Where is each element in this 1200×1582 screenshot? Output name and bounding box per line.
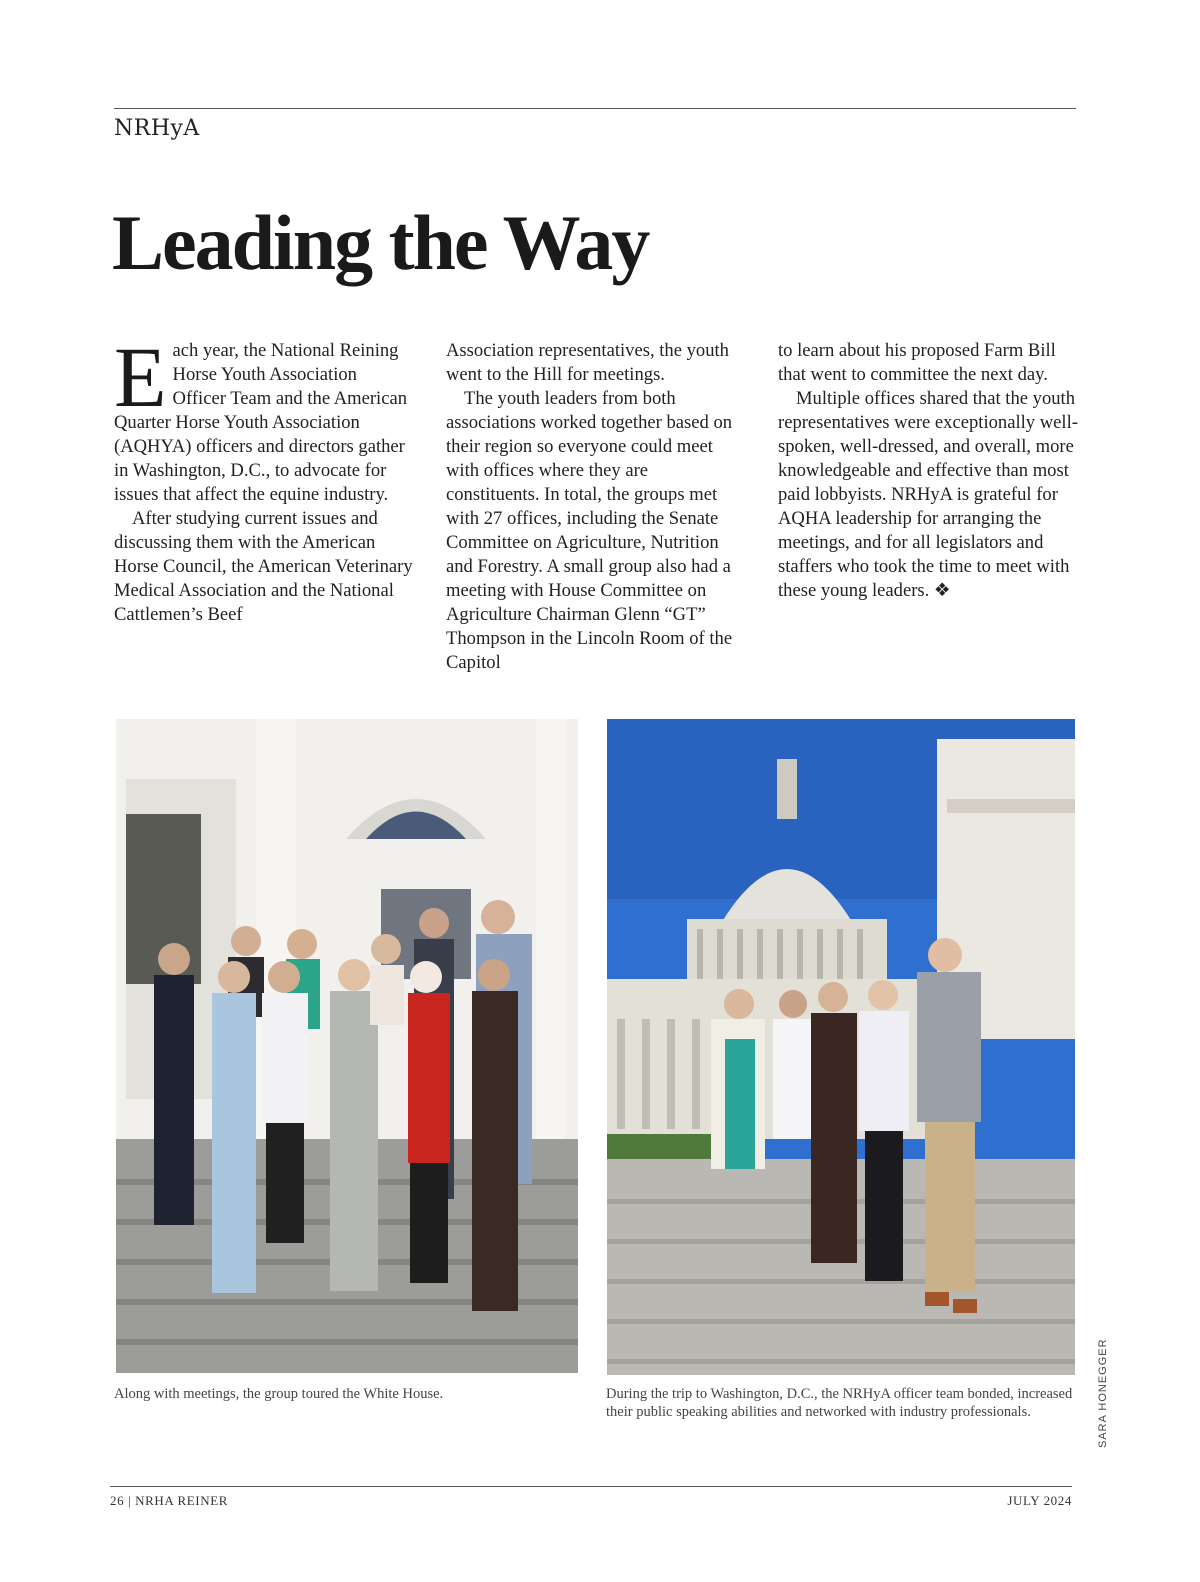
- paragraph: [114, 329, 414, 507]
- paragraph: to learn about his proposed Farm Bill that went to committee the next day.: [778, 340, 1056, 385]
- text-column-3: [778, 339, 1078, 603]
- issue-date: JULY 2024: [1007, 1493, 1072, 1508]
- paragraph: After studying current issues and discussing them with the American Horse Council, the American Veterinary Medical Association and the National Cattlemen’s Beef: [114, 508, 413, 625]
- text-column-2: [446, 339, 746, 675]
- white-house-group-photo: [116, 719, 578, 1373]
- text-column-1: [114, 329, 414, 627]
- capitol-group-photo: [607, 719, 1075, 1375]
- article-title: Leading the Way: [112, 199, 649, 286]
- photo-caption-white-house: Along with meetings, the group toured the White House.: [114, 1386, 444, 1402]
- paragraph: The youth leaders from both associations worked together based on their region so everyone could meet with offices where they are constituents. In total, the groups met with 27 offices, including the Senate Committee on Agriculture, Nutrition and Forestry. A small group also had a meeting with House Committee on Agriculture Chairman Glenn “GT” Thompson in the Lincoln Room of the Capitol: [446, 388, 733, 673]
- bottom-rule: [110, 1486, 1072, 1487]
- paragraph: Association representatives, the youth went to the Hill for meetings.: [446, 340, 729, 385]
- paragraph-text: ach year, the National Reining Horse Youth Association Officer Team and the American Quarter Horse Youth Association (AQHYA) officers and directors gather in Washington, D.C., to advocate for issues that affect the equine industry.: [114, 340, 408, 505]
- page-folio: 26 | NRHA REINER: [110, 1493, 229, 1508]
- drop-cap: E: [114, 329, 167, 425]
- section-label: NRHyA: [114, 116, 200, 141]
- paragraph: Multiple offices shared that the youth representatives were exceptionally well-spoken, well-dressed, and overall, more knowledgeable and effective than most paid lobbyists. NRHyA is grateful for AQHA leadership for arranging the meetings, and for all legislators and staffers who took the time to meet with these young leaders. ❖: [778, 388, 1078, 601]
- photo-caption-capitol: During the trip to Washington, D.C., the NRHyA officer team bonded, increased their public speaking abilities and networked with industry professionals.: [606, 1386, 1073, 1420]
- photo-credit: SARA HONEGGER: [1097, 1338, 1109, 1448]
- top-rule: [114, 108, 1076, 109]
